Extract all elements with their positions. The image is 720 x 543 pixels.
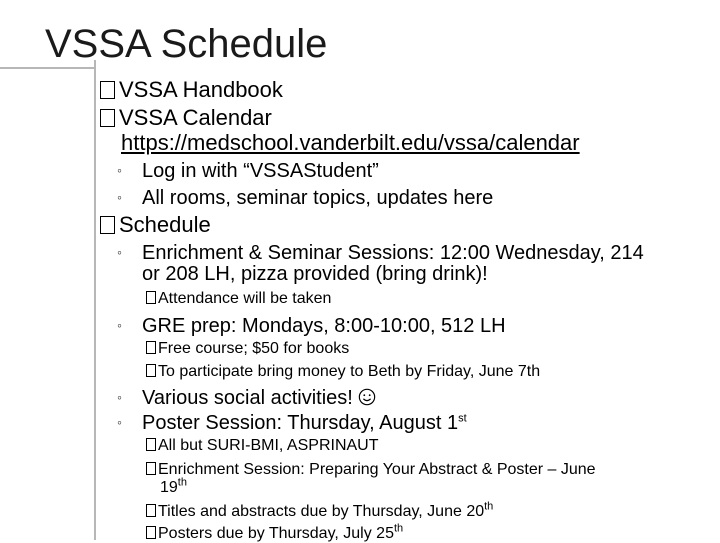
square-bullet-icon: [146, 438, 156, 451]
bullet-calendar: [100, 106, 272, 130]
ring-bullet-icon: ◦: [117, 244, 122, 260]
calendar-label: VSSA Calendar: [119, 105, 272, 130]
schedule-sub-item: [117, 241, 644, 264]
schedule-detail-item: [146, 437, 379, 455]
square-bullet-icon: [146, 341, 156, 354]
poster-text: Poster Session: Thursday, August 1: [142, 412, 459, 434]
calendar-url-line: [121, 131, 580, 155]
enrichment-text-line-1: Enrichment & Seminar Sessions: 12:00 Wednesday, 214: [142, 242, 644, 264]
smiley-face-icon: [358, 388, 376, 406]
square-bullet-icon: [146, 504, 156, 517]
suri-text: All but SURI-BMI, ASPRINAUT: [158, 437, 379, 454]
square-bullet-icon: [146, 526, 156, 539]
schedule-label: Schedule: [119, 212, 211, 237]
slide-title: VSSA Schedule: [45, 22, 328, 66]
enrich-session-text: Enrichment Session: Preparing Your Abstract & Poster – June: [158, 461, 596, 478]
checkbox-bullet-icon: [100, 81, 115, 99]
handbook-link-text[interactable]: VSSA Handbook: [119, 77, 283, 102]
posters-due-text: Posters due by Thursday, July 25: [158, 525, 394, 542]
schedule-sub-item: [117, 386, 376, 409]
bullet-schedule: [100, 213, 211, 237]
schedule-sub-item: [117, 314, 506, 337]
schedule-detail-item: [146, 500, 494, 521]
titles-ordinal: th: [484, 500, 494, 513]
gre-text: GRE prep: Mondays, 8:00-10:00, 512 LH: [142, 315, 506, 337]
checkbox-bullet-icon: [100, 109, 115, 127]
calendar-url-link[interactable]: https://medschool.vanderbilt.edu/vssa/calendar: [121, 130, 580, 155]
calendar-login-text: Log in with “VSSAStudent”: [142, 160, 379, 182]
schedule-detail-item: [146, 363, 540, 381]
titles-text: Titles and abstracts due by Thursday, June 20: [158, 503, 485, 520]
bullet-handbook: [100, 78, 283, 102]
ring-bullet-icon: ◦: [117, 414, 122, 430]
square-bullet-icon: [146, 364, 156, 377]
enrich-session-day: 19: [160, 479, 178, 496]
poster-ordinal: st: [458, 412, 467, 425]
enrichment-text-line-2: or 208 LH, pizza provided (bring drink)!: [142, 263, 488, 285]
enrich-session-date: [160, 476, 187, 496]
square-bullet-icon: [146, 462, 156, 475]
posters-due-ordinal: th: [393, 522, 404, 535]
ring-bullet-icon: ◦: [117, 389, 122, 405]
social-text: Various social activities!: [142, 387, 353, 409]
square-bullet-icon: [146, 291, 156, 304]
schedule-detail-item: [146, 522, 404, 543]
enrich-session-ordinal: th: [177, 476, 187, 489]
ring-bullet-icon: ◦: [117, 317, 122, 333]
schedule-detail-item: [146, 340, 349, 358]
calendar-sub-item: [117, 186, 493, 209]
ring-bullet-icon: ◦: [117, 189, 122, 205]
attendance-text: Attendance will be taken: [158, 290, 332, 307]
gre-money-text: To participate bring money to Beth by Friday, June 7th: [158, 363, 541, 380]
ring-bullet-icon: ◦: [117, 162, 122, 178]
checkbox-bullet-icon: [100, 216, 115, 234]
calendar-sub-item: [117, 159, 379, 182]
schedule-detail-item: [146, 461, 596, 479]
schedule-detail-item: [146, 290, 331, 308]
gre-free-text: Free course; $50 for books: [158, 340, 350, 357]
calendar-rooms-text: All rooms, seminar topics, updates here: [142, 187, 494, 209]
schedule-sub-item: [117, 411, 467, 434]
